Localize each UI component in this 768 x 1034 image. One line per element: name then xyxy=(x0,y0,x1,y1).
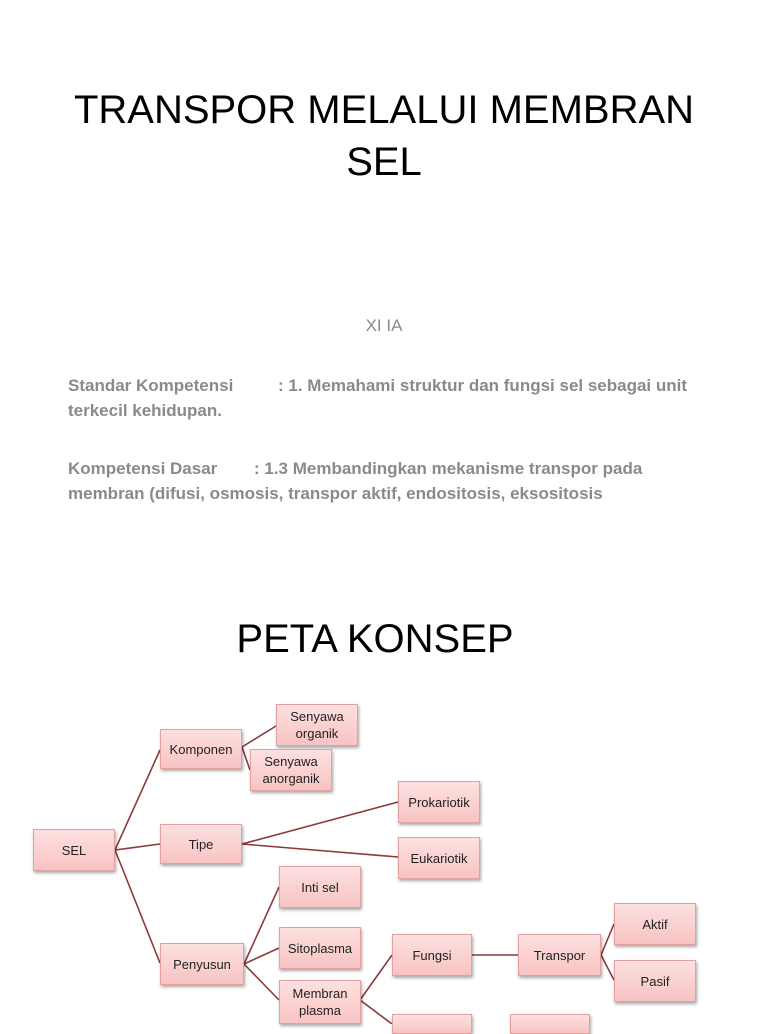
kompetensi-dasar-label: Kompetensi Dasar xyxy=(68,459,218,478)
node-prokariotik: Prokariotik xyxy=(398,781,480,823)
standar-kompetensi-label: Standar Kompetensi xyxy=(68,376,234,395)
connector-komponen-anorganik xyxy=(242,747,250,770)
node-sel: SEL xyxy=(33,829,115,871)
node-inti-sel: Inti sel xyxy=(279,866,361,908)
connector-sel-komponen xyxy=(115,750,160,850)
kompetensi-dasar-text: : 1.3 Membandingkan mekanisme transpor pada membran (difusi, osmosis, transpor aktif, endositosis, eksositosis xyxy=(68,459,643,503)
node-transpor: Transpor xyxy=(518,934,601,976)
node-sitoplasma: Sitoplasma xyxy=(279,927,361,969)
node-membran-plasma: Membran plasma xyxy=(279,980,361,1024)
slide-title: TRANSPOR MELALUI MEMBRAN SEL xyxy=(73,88,695,184)
node-fungsi: Fungsi xyxy=(392,934,472,976)
node-eukariotik: Eukariotik xyxy=(398,837,480,879)
connector-sel-penyusun xyxy=(115,850,160,963)
concept-map-title: PETA KONSEP xyxy=(236,617,514,661)
connector-transpor-aktif xyxy=(601,924,614,955)
node-partial-right xyxy=(510,1014,590,1034)
connector-tipe-prokariotik xyxy=(242,802,398,844)
node-pasif: Pasif xyxy=(614,960,696,1002)
connector-membran-lower xyxy=(360,1000,392,1024)
node-tipe: Tipe xyxy=(160,824,242,864)
node-senyawa-organik: Senyawa organik xyxy=(276,704,358,746)
node-partial-left xyxy=(392,1014,472,1034)
connector-penyusun-inti xyxy=(244,887,279,964)
connector-penyusun-sitoplasma xyxy=(244,948,279,964)
slide-subtitle: XI IA xyxy=(365,316,403,335)
connector-membran-fungsi xyxy=(360,955,392,1000)
connector-penyusun-membran xyxy=(244,964,279,1000)
connector-komponen-organik xyxy=(242,726,276,747)
node-senyawa-anorganik: Senyawa anorganik xyxy=(250,749,332,791)
standar-kompetensi-text: : 1. Memahami struktur dan fungsi sel sebagai unit terkecil kehidupan. xyxy=(68,376,688,420)
connector-sel-tipe xyxy=(115,844,160,850)
connector-transpor-pasif xyxy=(601,955,614,980)
node-penyusun: Penyusun xyxy=(160,943,244,985)
node-komponen: Komponen xyxy=(160,729,242,769)
node-aktif: Aktif xyxy=(614,903,696,945)
connector-tipe-eukariotik xyxy=(242,844,398,857)
